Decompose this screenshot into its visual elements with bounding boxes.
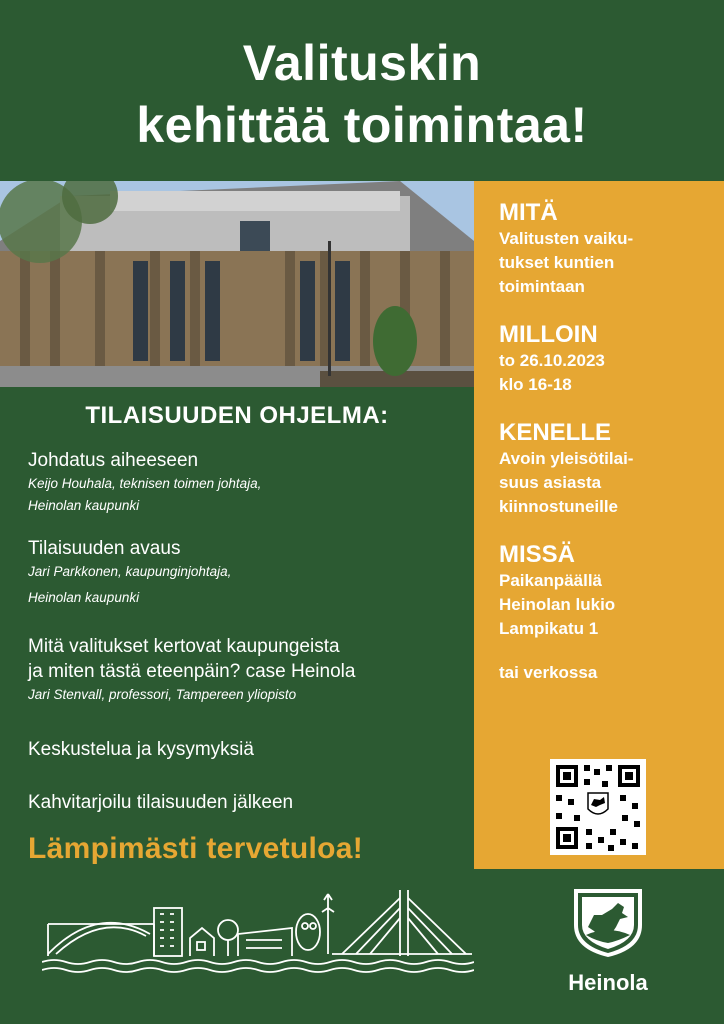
- program-item-heading: Johdatus aiheeseen: [28, 450, 199, 471]
- who-label: KENELLE: [499, 419, 612, 446]
- title-line-2: kehittää toimintaa!: [136, 97, 588, 153]
- who-text-3: kiinnostuneille: [499, 497, 619, 516]
- what-label: MITÄ: [499, 199, 558, 226]
- title-line-1: Valituskin: [242, 35, 482, 91]
- logo-name: Heinola: [568, 970, 648, 995]
- what-block: [499, 199, 724, 299]
- event-info-panel: [474, 181, 724, 869]
- who-block: [499, 419, 724, 519]
- what-text-3: toimintaan: [499, 277, 585, 296]
- city-skyline-illustration: [42, 884, 474, 989]
- heinola-logo: [553, 885, 663, 996]
- program-item-speaker: Jari Stenvall, professori, Tampereen yliopisto: [28, 687, 297, 702]
- program-item-organization: Heinolan kaupunki: [28, 590, 140, 605]
- welcome-text: Lämpimästi tervetuloa!: [28, 832, 364, 865]
- building-photo: [0, 181, 474, 387]
- where-block: [499, 541, 724, 641]
- where-text-1: Paikanpäällä: [499, 571, 603, 590]
- program-item-heading-line-2: ja miten tästä eteenpäin? case Heinola: [28, 661, 356, 682]
- program-item: [28, 737, 468, 762]
- who-text-1: Avoin yleisötilai-: [499, 449, 634, 468]
- page-title: [0, 32, 724, 156]
- program-item: [28, 790, 468, 815]
- program-item-heading-line-1: Mitä valitukset kertovat kaupungeista: [28, 636, 340, 657]
- when-label: MILLOIN: [499, 321, 598, 348]
- online-text: tai verkossa: [499, 663, 598, 682]
- what-text-2: tukset kuntien: [499, 253, 615, 272]
- program-item-heading: Kahvitarjoilu tilaisuuden jälkeen: [28, 792, 294, 813]
- program-item: [28, 536, 468, 609]
- program-item-organization: Heinolan kaupunki: [28, 498, 140, 513]
- where-text-3: Lampikatu 1: [499, 619, 599, 638]
- coat-of-arms-icon: [568, 885, 648, 959]
- qr-code[interactable]: [550, 759, 646, 855]
- program-item: [28, 448, 468, 517]
- when-date: to 26.10.2023: [499, 351, 605, 370]
- program-title: TILAISUUDEN OHJELMA:: [85, 402, 389, 429]
- program-item-speaker: Keijo Houhala, teknisen toimen johtaja,: [28, 476, 262, 491]
- who-text-2: suus asiasta: [499, 473, 602, 492]
- program-item-heading: Keskustelua ja kysymyksiä: [28, 739, 254, 760]
- when-block: [499, 321, 724, 397]
- when-time: klo 16-18: [499, 375, 572, 394]
- program-item-speaker: Jari Parkkonen, kaupunginjohtaja,: [28, 564, 232, 579]
- what-text-1: Valitusten vaiku-: [499, 229, 634, 248]
- program-item: [28, 634, 468, 706]
- program-item-heading: Tilaisuuden avaus: [28, 538, 181, 559]
- where-label: MISSÄ: [499, 541, 576, 568]
- where-text-2: Heinolan lukio: [499, 595, 616, 614]
